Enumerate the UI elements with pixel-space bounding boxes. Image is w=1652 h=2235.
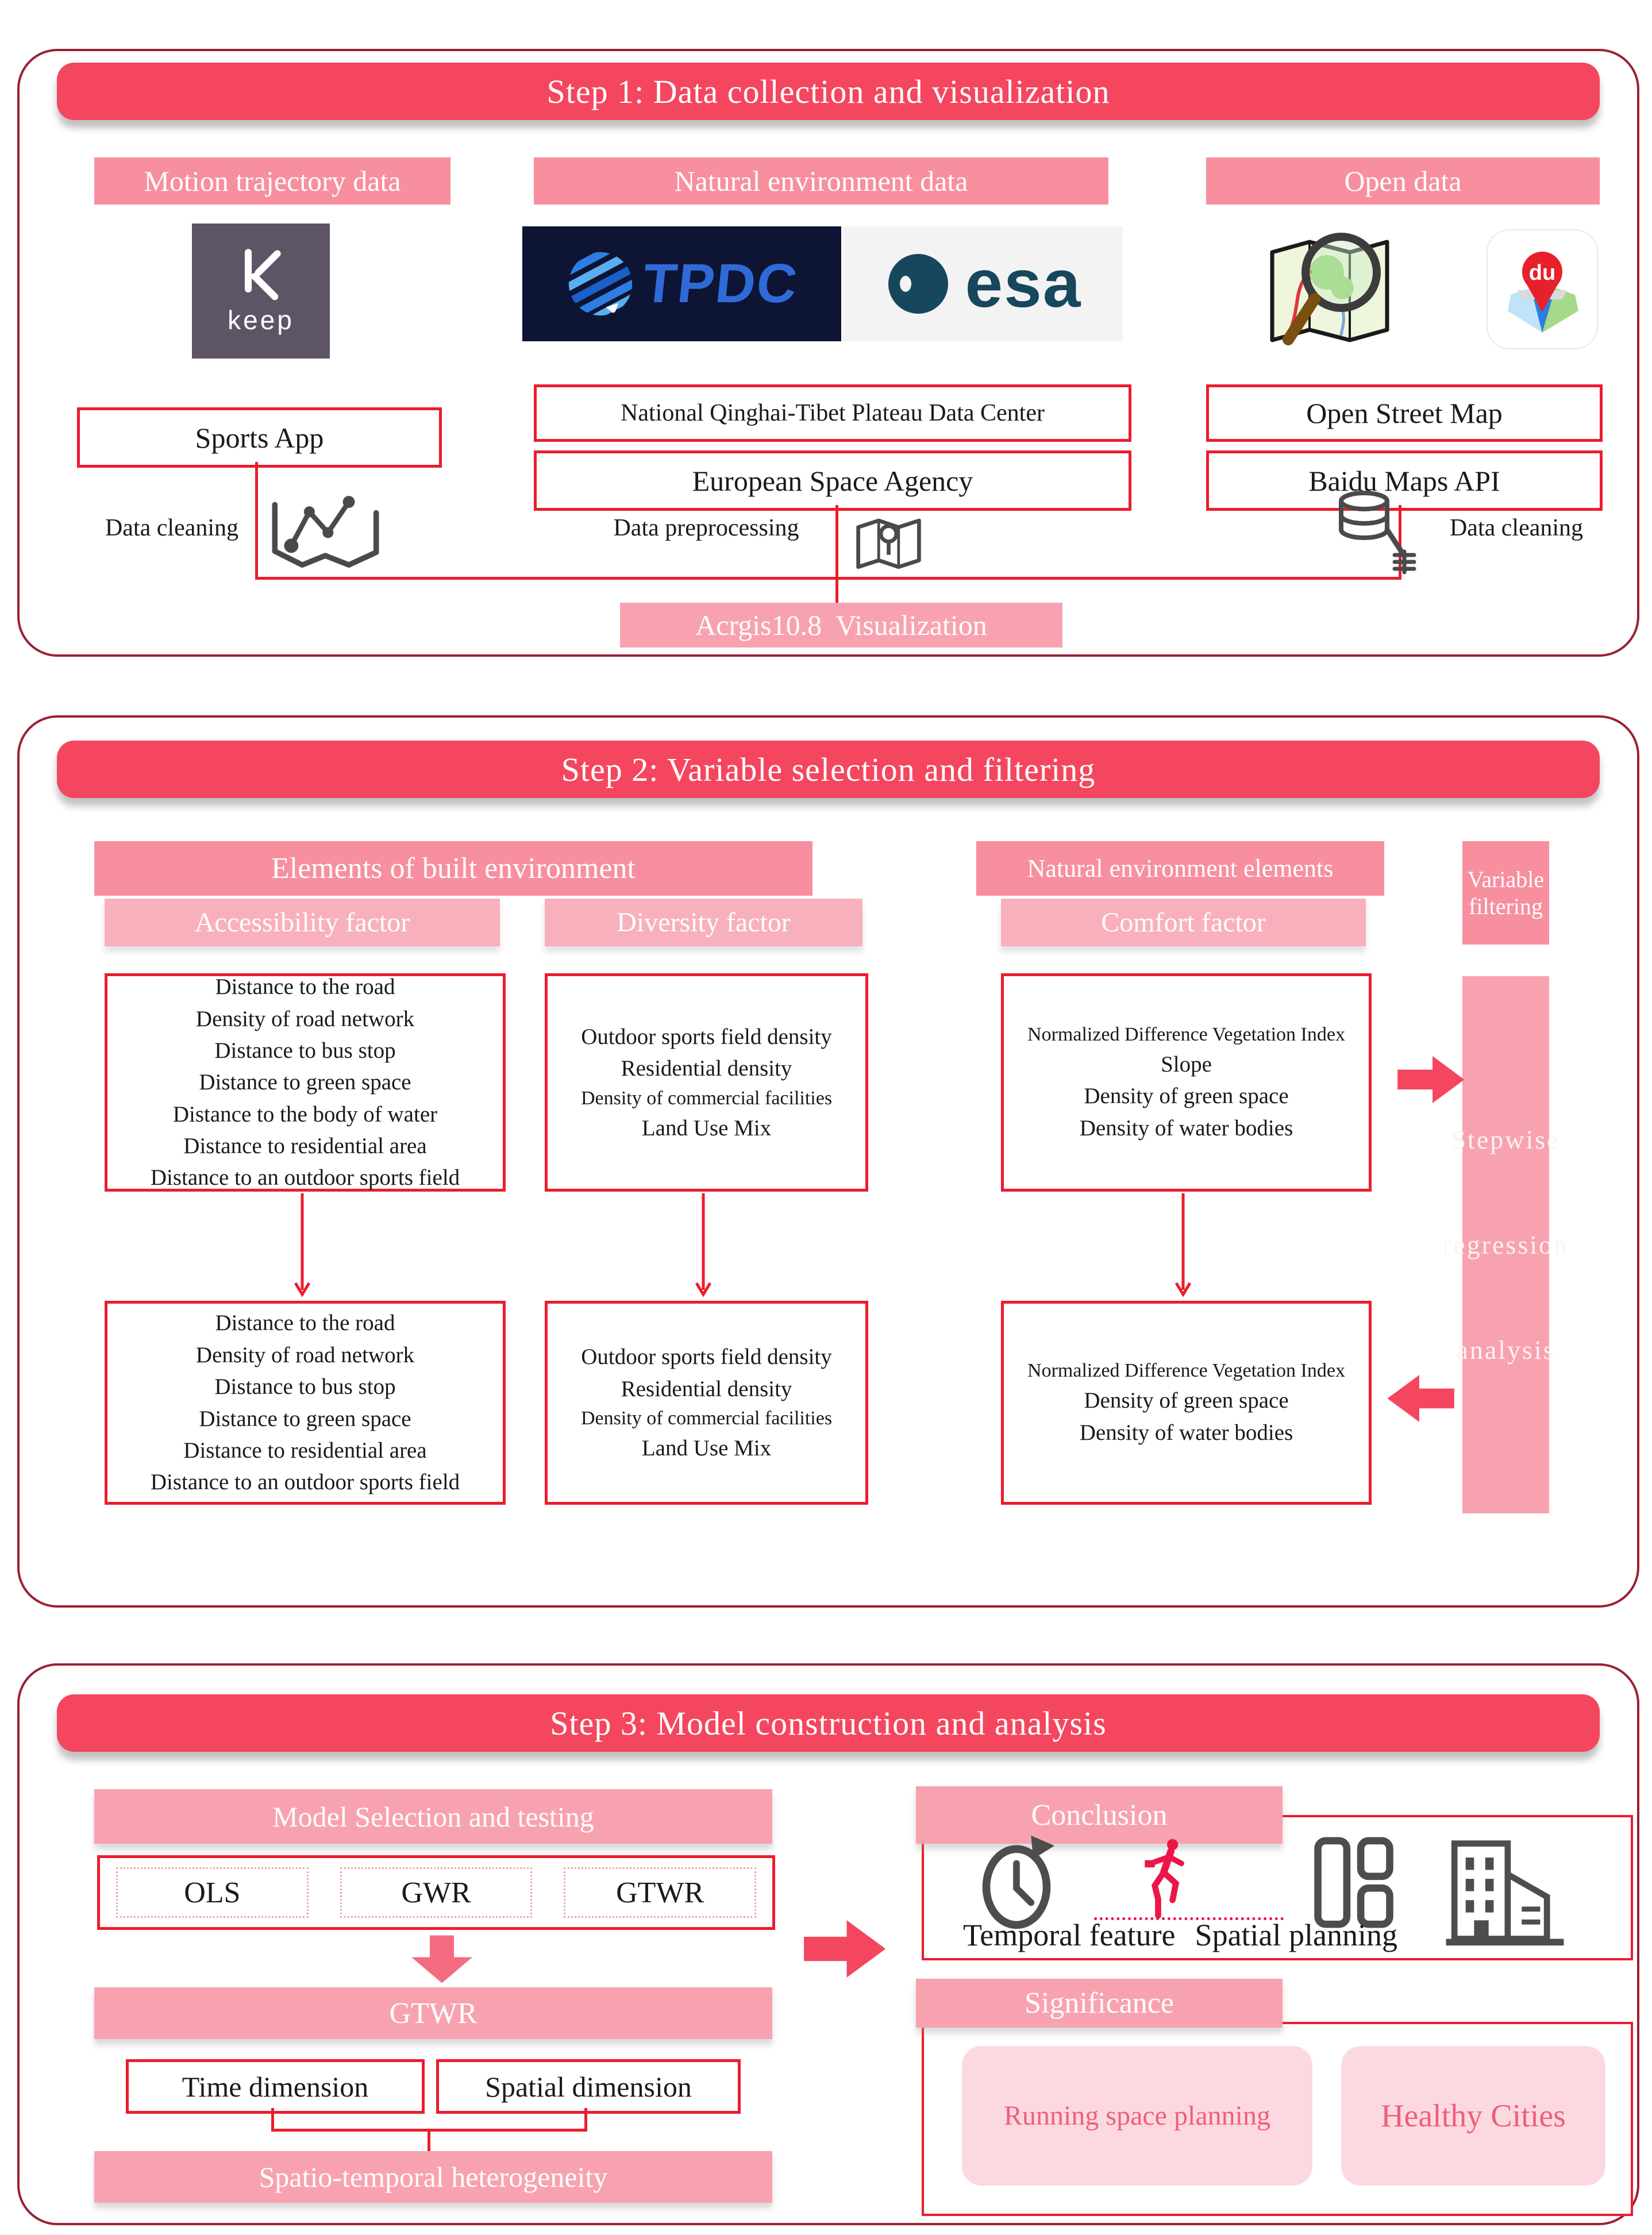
conclusion-header: Conclusion <box>916 1786 1283 1844</box>
data-cleaning-left-label: Data cleaning <box>105 515 239 541</box>
spatial-planning-label: Spatial planning <box>1195 1918 1397 1952</box>
step1-title: Step 1: Data collection and visualization <box>546 72 1110 110</box>
header-model-selection: Model Selection and testing <box>94 1789 772 1844</box>
variable-item: Distance to the body of water <box>172 1101 438 1127</box>
qinghai-data-center-box: National Qinghai-Tibet Plateau Data Center <box>534 384 1131 442</box>
sports-app-box: Sports App <box>77 407 442 468</box>
header-natural-environment-elements: Natural environment elements <box>976 841 1384 896</box>
esa-wordmark: esa <box>965 246 1082 322</box>
european-space-agency-box: European Space Agency <box>534 450 1131 511</box>
openstreetmap-logo-icon <box>1255 218 1401 361</box>
variable-item: Land Use Mix <box>641 1436 772 1461</box>
variable-item: Residential density <box>621 1056 792 1081</box>
variable-item: Distance to the road <box>215 974 395 1000</box>
variable-item: Normalized Difference Vegetation Index <box>1027 1359 1345 1381</box>
header-open-data: Open data <box>1206 157 1600 205</box>
connector-line <box>584 2108 587 2131</box>
variable-item: Normalized Difference Vegetation Index <box>1027 1023 1345 1045</box>
variable-filtering-box: Variable filtering <box>1462 841 1549 945</box>
variable-item: Distance to green space <box>199 1070 411 1095</box>
baidu-maps-logo <box>1487 229 1598 349</box>
keep-wordmark: keep <box>228 305 294 335</box>
tpdc-wordmark: TPDC <box>640 253 801 314</box>
right-arrow-icon <box>799 1917 891 1980</box>
variable-item: Slope <box>1161 1052 1212 1077</box>
esa-logo <box>842 226 1123 341</box>
header-comfort-factor: Comfort factor <box>1001 899 1366 946</box>
header-natural-environment-data: Natural environment data <box>534 157 1108 205</box>
step3-panel <box>17 1663 1639 2225</box>
variable-item: Distance to residential area <box>183 1134 427 1159</box>
variable-item: Distance to green space <box>199 1406 411 1431</box>
variable-item: Density of water bodies <box>1079 1115 1293 1140</box>
header-accessibility-factor: Accessibility factor <box>105 899 500 946</box>
variable-item: Distance to bus stop <box>214 1374 396 1400</box>
step2-panel <box>17 715 1639 1608</box>
models-box <box>97 1855 775 1930</box>
tpdc-globe-icon <box>566 249 635 318</box>
variable-item: Density of green space <box>1084 1388 1289 1413</box>
accessibility-variables-box-2 <box>105 1301 506 1505</box>
step2-title: Step 2: Variable selection and filtering <box>561 750 1096 788</box>
route-map-icon <box>267 476 384 577</box>
down-arrow-icon <box>1175 1193 1191 1297</box>
right-arrow-icon <box>1385 1054 1477 1105</box>
variable-item: Density of road network <box>195 1342 415 1367</box>
healthy-cities-box: Healthy Cities <box>1341 2046 1605 2186</box>
down-arrow-icon <box>695 1193 711 1297</box>
header-motion-trajectory-data: Motion trajectory data <box>94 157 450 205</box>
stepwise-word: analysis <box>1456 1335 1555 1365</box>
baidu-maps-api-box: Baidu Maps API <box>1206 450 1603 511</box>
connector-line <box>271 2108 274 2131</box>
header-built-environment: Elements of built environment <box>94 841 812 896</box>
step2-title-banner <box>57 741 1600 798</box>
step3-title: Step 3: Model construction and analysis <box>550 1704 1107 1742</box>
variable-item: Distance to the road <box>215 1311 395 1336</box>
variable-item: Land Use Mix <box>641 1115 772 1140</box>
buildings-icon <box>1439 1835 1571 1950</box>
stepwise-word: regression <box>1442 1230 1569 1259</box>
spatio-temporal-box: Spatio-temporal heterogeneity <box>94 2151 772 2203</box>
database-cleaning-icon <box>1333 485 1419 580</box>
variable-item: Density of commercial facilities <box>580 1408 833 1429</box>
accessibility-variables-box-1 <box>105 973 506 1192</box>
connector-line <box>255 462 258 577</box>
keep-app-logo <box>192 223 330 359</box>
variable-item: Density of road network <box>195 1006 415 1031</box>
stepwise-word: Stepwise <box>1451 1125 1561 1154</box>
running-space-planning-box: Running space planning <box>962 2046 1312 2186</box>
connector-line <box>428 2129 430 2152</box>
comfort-variables-box-2 <box>1001 1301 1372 1505</box>
step1-title-banner <box>57 63 1600 120</box>
model-gtwr: GTWR <box>564 1867 756 1918</box>
esa-circle-icon <box>884 249 953 318</box>
gtwr-header: GTWR <box>94 1987 772 2039</box>
model-ols: OLS <box>116 1867 309 1918</box>
temporal-feature-label: Temporal feature <box>963 1918 1176 1952</box>
step1-panel <box>17 49 1639 657</box>
keep-k-icon <box>229 247 292 305</box>
spatial-dimension-box: Spatial dimension <box>436 2059 741 2114</box>
down-arrow-solid-icon <box>410 1935 473 1985</box>
connector-line <box>255 577 1401 580</box>
svg-text:du: du <box>1528 261 1556 285</box>
variable-item: Distance to residential area <box>183 1438 427 1463</box>
variable-item: Distance to an outdoor sports field <box>150 1165 460 1190</box>
variable-item: Outdoor sports field density <box>581 1024 832 1049</box>
variable-item: Density of commercial facilities <box>580 1087 833 1109</box>
variable-item: Density of green space <box>1084 1084 1289 1109</box>
time-dimension-box: Time dimension <box>126 2059 425 2114</box>
arcgis-visualization-box: Acrgis10.8 Visualization <box>620 603 1062 648</box>
left-arrow-icon <box>1374 1373 1466 1424</box>
map-pin-icon <box>853 505 925 580</box>
tpdc-logo <box>522 226 841 341</box>
data-cleaning-right-label: Data cleaning <box>1449 515 1584 541</box>
baidu-pin-icon <box>1488 230 1597 348</box>
down-arrow-icon <box>294 1193 310 1297</box>
significance-header: Significance <box>916 1979 1283 2028</box>
variable-item: Distance to an outdoor sports field <box>150 1470 460 1495</box>
variable-item: Outdoor sports field density <box>581 1344 832 1370</box>
data-preprocessing-label: Data preprocessing <box>613 515 799 541</box>
diversity-variables-box-2 <box>545 1301 868 1505</box>
open-street-map-box: Open Street Map <box>1206 384 1603 442</box>
diversity-variables-box-1 <box>545 973 868 1192</box>
connector-line <box>835 505 838 603</box>
step3-title-banner <box>57 1694 1600 1752</box>
variable-item: Density of water bodies <box>1079 1420 1293 1445</box>
runner-icon <box>1140 1838 1192 1918</box>
comfort-variables-box-1 <box>1001 973 1372 1192</box>
variable-item: Distance to bus stop <box>214 1038 396 1063</box>
header-diversity-factor: Diversity factor <box>545 899 862 946</box>
model-gwr: GWR <box>340 1867 533 1918</box>
conclusion-caption <box>933 1917 1427 1953</box>
variable-item: Residential density <box>621 1376 792 1401</box>
